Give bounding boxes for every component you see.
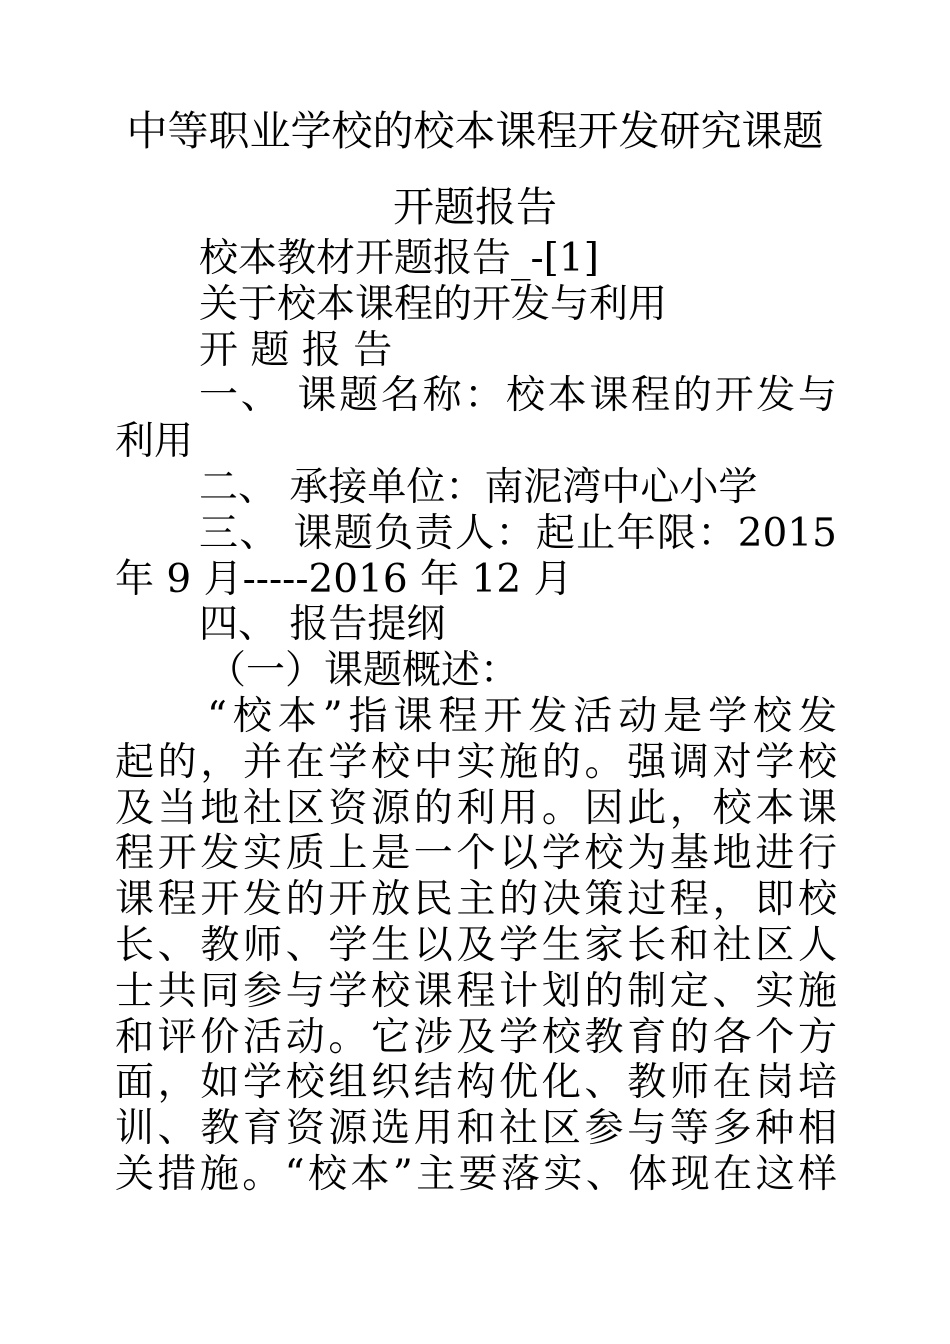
text-line: （一）课题概述： xyxy=(207,648,520,694)
document-body xyxy=(115,236,837,1198)
document-title-line2: 开题报告 xyxy=(393,183,557,231)
text-line: “校本”指课程开发活动是学校发 xyxy=(207,693,837,739)
text-line: 训、教育资源选用和社区参与等多种相 xyxy=(115,1106,837,1152)
text-line: 利用 xyxy=(115,419,194,465)
text-line: 长、教师、学生以及学生家长和社区人 xyxy=(115,922,837,968)
text-line: 四、 报告提纲 xyxy=(199,602,446,648)
text-line: 二、 承接单位：南泥湾中心小学 xyxy=(199,464,758,510)
text-line: 关措施。“校本”主要落实、体现在这样 xyxy=(115,1151,837,1197)
text-line: 开 题 报 告 xyxy=(199,327,393,373)
text-line: 士共同参与学校课程计划的制定、实施 xyxy=(115,968,837,1014)
text-line: 三、 课题负责人：起止年限：2015 xyxy=(199,510,837,556)
document-title-line1: 中等职业学校的校本课程开发研究课题 xyxy=(126,107,824,155)
text-line: 一、 课题名称：校本课程的开发与 xyxy=(199,373,837,419)
text-line: 课程开发的开放民主的决策过程，即校 xyxy=(115,877,837,923)
text-line: 及当地社区资源的利用。因此，校本课 xyxy=(115,785,837,831)
text-line: 校本教材开题报告_-[1] xyxy=(199,236,599,281)
text-line: 起的，并在学校中实施的。强调对学校 xyxy=(115,739,837,785)
text-line: 关于校本课程的开发与利用 xyxy=(199,281,668,327)
text-line: 面，如学校组织结构优化、教师在岗培 xyxy=(115,1060,837,1106)
text-line: 年 9 月-----2016 年 12 月 xyxy=(115,556,573,602)
text-line: 程开发实质上是一个以学校为基地进行 xyxy=(115,831,837,877)
text-line: 和评价活动。它涉及学校教育的各个方 xyxy=(115,1014,837,1060)
